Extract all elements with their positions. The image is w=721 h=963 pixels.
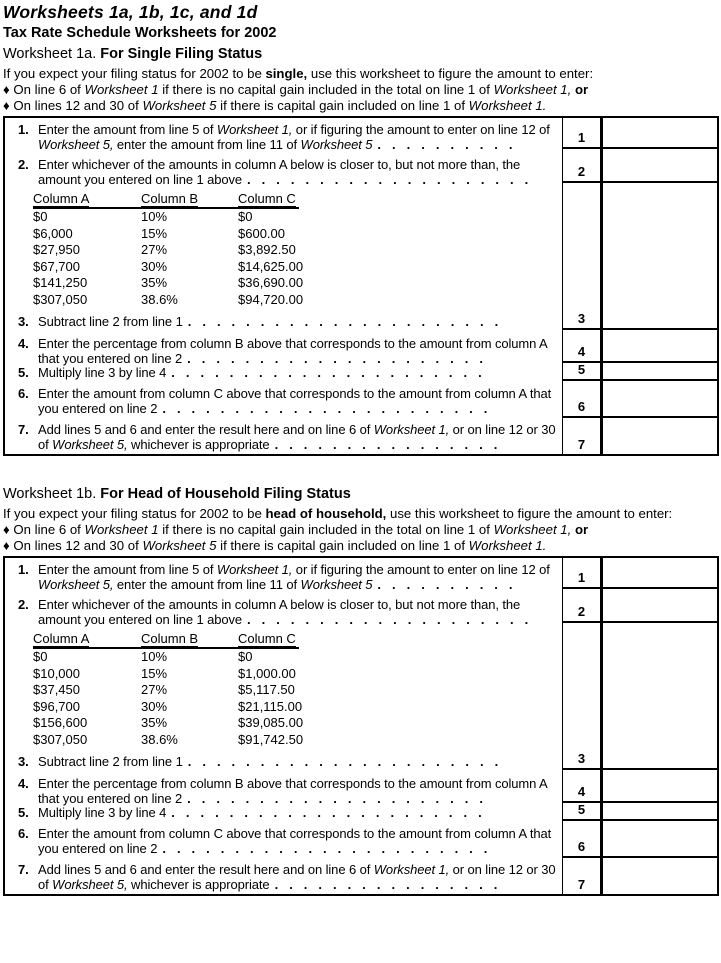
text-segment: Subtract line 2 from line 1 (38, 754, 183, 769)
text-segment: if there is no capital gain included in the total on line 1 of (158, 522, 494, 537)
entry-box (603, 821, 717, 858)
entry-box (603, 363, 717, 381)
text-segment: Enter the amount from column C above that corresponds to the amount from column A that you entered on line 2 (38, 826, 552, 856)
rate-row (33, 715, 304, 732)
text-segment: ♦ On lines 12 and 30 of (3, 538, 143, 553)
dot-leader: ...................... (171, 805, 493, 820)
text-segment: Enter the percentage from column B above that corresponds to the amount from column A that you entered on line 2 (38, 776, 547, 806)
worksheets-container (3, 46, 719, 896)
line-number-box: 3 (562, 183, 603, 330)
instruction-cell (5, 381, 562, 418)
rate-value: $307,050 (33, 291, 88, 307)
instruction-number: 1. (18, 122, 29, 137)
entry-box (603, 623, 717, 770)
text-segment: Multiply line 3 by line 4 (38, 365, 167, 380)
text-segment: Subtract line 2 from line 1 (38, 314, 183, 329)
text-segment: Worksheet 5 (142, 98, 217, 113)
text-segment: Worksheet 5 (300, 137, 373, 152)
instruction-cell (5, 589, 562, 627)
instruction-cell (5, 821, 562, 858)
rate-value: $67,700 (33, 258, 80, 274)
rate-column-header-label: Column A (33, 191, 90, 206)
text-segment: Enter whichever of the amounts in column A below is closer to, but not more than, the amount you entered on line 1 above (38, 597, 521, 627)
rate-column-header-cell (33, 191, 141, 206)
text-segment: enter the amount from line 11 of (113, 137, 301, 152)
page-title: Worksheets 1a, 1b, 1c, and 1d (3, 2, 258, 22)
instruction-line (5, 122, 562, 152)
dot-leader: .................... (247, 612, 540, 627)
bullet-item (3, 82, 719, 98)
rate-row (33, 291, 304, 309)
instruction-number: 7. (18, 862, 29, 877)
instruction-number: 1. (18, 562, 29, 577)
rate-value: 27% (141, 682, 168, 697)
rate-value: 38.6% (141, 731, 178, 747)
text-segment: Worksheet 1, (216, 122, 293, 137)
text-segment: use this worksheet to figure the amount to enter: (307, 66, 594, 81)
dot-leader: ....................... (162, 401, 499, 416)
text-segment: If you expect your filing status for 2002 to be (3, 506, 266, 521)
text-segment: or if figuring the amount to enter on line 12 of (292, 562, 550, 577)
rate-value: 38.6% (141, 291, 178, 307)
instruction-cell (5, 803, 562, 821)
dot-leader: ..................... (187, 791, 494, 806)
text-segment: Add lines 5 and 6 and enter the result here and on line 6 of (38, 862, 374, 877)
worksheet-bullets (3, 82, 719, 114)
text-segment: single, (265, 66, 308, 81)
rate-column-header-label: Column B (141, 631, 199, 646)
text-segment: if there is capital gain included on line 1 of (216, 98, 469, 113)
entry-box (603, 558, 717, 589)
entry-box (603, 770, 717, 803)
instruction-number: 2. (18, 157, 29, 172)
instruction-line (5, 562, 562, 592)
rate-value: $0 (238, 209, 253, 224)
text-segment: Worksheet 1. (468, 98, 547, 113)
entry-box (603, 589, 717, 623)
worksheet-intro (3, 66, 719, 82)
text-segment: ♦ On line 6 of (3, 82, 85, 97)
worksheet-heading-row (3, 486, 719, 503)
entry-box (603, 418, 717, 454)
rate-value: 30% (141, 258, 168, 274)
rate-row (33, 275, 304, 292)
instruction-line (5, 597, 562, 627)
worksheet-table (3, 556, 719, 896)
rate-row (33, 649, 299, 666)
worksheet-section (3, 486, 719, 896)
instruction-number: 2. (18, 597, 29, 612)
text-segment: Enter the amount from line 5 of (38, 562, 217, 577)
instruction-number: 5. (18, 365, 29, 380)
rate-row (33, 731, 304, 749)
rate-row (33, 698, 303, 716)
instruction-number: 3. (18, 754, 29, 769)
rate-value: 27% (141, 242, 168, 257)
entry-box (603, 118, 717, 149)
rate-value: $0 (238, 649, 253, 664)
bullet-item (3, 538, 719, 554)
bullet-item (3, 98, 719, 114)
text-segment: Enter the percentage from column B above that corresponds to the amount from column A that you entered on line 2 (38, 336, 547, 366)
line-number-box: 7 (562, 418, 603, 454)
entry-box (603, 858, 717, 894)
rate-value: $6,000 (33, 225, 73, 241)
rate-value: 35% (141, 275, 168, 290)
rate-value: 30% (141, 698, 168, 714)
worksheet-section (3, 46, 719, 456)
instruction-number: 6. (18, 386, 29, 401)
text-segment: or if figuring the amount to enter on line 12 of (292, 122, 550, 137)
rate-column-header-cell (141, 191, 238, 206)
text-segment: Worksheet 1, (373, 862, 450, 877)
worksheet-table (3, 116, 719, 456)
rate-row (33, 682, 299, 699)
line-number-box: 6 (562, 381, 603, 418)
instruction-line (5, 336, 562, 366)
dot-leader: ...................... (171, 365, 493, 380)
rate-row (33, 258, 304, 276)
rate-column-header-label: Column C (238, 191, 296, 206)
entry-box (603, 381, 717, 418)
text-segment: Worksheet 5, (38, 137, 114, 152)
instruction-line (5, 754, 562, 769)
instruction-number: 5. (18, 805, 29, 820)
text-segment: Worksheet 5, (38, 577, 114, 592)
instruction-number: 4. (18, 336, 29, 351)
rate-value: $14,625.00 (238, 258, 304, 274)
rate-value: $10,000 (33, 665, 80, 681)
text-segment: Worksheet 1, (373, 422, 450, 437)
line-number-box: 7 (562, 858, 603, 894)
rate-row (33, 209, 299, 226)
text-segment: Enter the amount from column C above that corresponds to the amount from column A that you entered on line 2 (38, 386, 552, 416)
rate-value: $94,720.00 (238, 291, 304, 307)
dot-leader: ....................... (162, 841, 499, 856)
text-segment: enter the amount from line 11 of (113, 577, 301, 592)
worksheet-label: Worksheet 1a. (3, 46, 97, 62)
line-number-box: 6 (562, 821, 603, 858)
rate-row (33, 226, 299, 243)
instruction-cell (5, 330, 562, 366)
text-segment: head of household, (265, 506, 387, 521)
instruction-line (5, 157, 562, 187)
text-segment: If you expect your filing status for 2002 to be (3, 66, 266, 81)
entry-box (603, 330, 717, 363)
rate-value: $39,085.00 (238, 715, 304, 730)
text-segment: Worksheet 5, (52, 437, 128, 452)
rate-value: $37,450 (33, 682, 80, 697)
rate-column-header-cell (141, 631, 238, 646)
instruction-cell (5, 770, 562, 806)
text-segment: Enter the amount from line 5 of (38, 122, 217, 137)
dot-leader: .......... (377, 137, 524, 152)
rate-value: $141,250 (33, 275, 88, 290)
text-segment: Worksheet 1, (216, 562, 293, 577)
line-number-box: 1 (562, 558, 603, 589)
text-segment: whichever is appropriate (127, 877, 270, 892)
entry-box (603, 183, 717, 330)
text-segment: Enter whichever of the amounts in column A below is closer to, but not more than, the amount you entered on line 1 above (38, 157, 521, 187)
rate-value: $307,050 (33, 731, 88, 747)
rate-column-header-label: Column A (33, 631, 90, 646)
instruction-line (5, 386, 562, 416)
rate-value: $96,700 (33, 698, 80, 714)
instruction-cell (5, 363, 562, 381)
rate-value: $0 (33, 209, 48, 224)
rate-value: $1,000.00 (238, 665, 296, 681)
text-segment: whichever is appropriate (127, 437, 270, 452)
dot-leader: ..................... (187, 351, 494, 366)
rate-value: 10% (141, 649, 168, 664)
rate-value: $156,600 (33, 715, 88, 730)
instruction-line (5, 776, 562, 806)
instruction-line (5, 422, 562, 452)
instruction-line (5, 805, 562, 820)
rate-value: $3,892.50 (238, 242, 296, 257)
rate-row (33, 242, 299, 259)
rate-columns-table (33, 631, 304, 748)
entry-box (603, 803, 717, 821)
instruction-cell (5, 183, 562, 330)
rate-column-header-cell (238, 631, 299, 646)
dot-leader: ................ (274, 877, 509, 892)
rate-columns-table (33, 191, 304, 308)
instruction-line (5, 314, 562, 329)
text-segment: Worksheet 5 (142, 538, 217, 553)
dot-leader: ...................... (187, 314, 510, 329)
text-segment: Worksheet 5 (300, 577, 373, 592)
page-subtitle: Tax Rate Schedule Worksheets for 2002 (3, 25, 277, 41)
text-segment: Worksheet 1, (493, 82, 572, 97)
rate-column-header-cell (33, 631, 141, 646)
rate-value: $5,117.50 (238, 682, 295, 697)
instruction-line (5, 862, 562, 892)
dot-leader: .......... (377, 577, 524, 592)
worksheet-heading-row (3, 46, 719, 63)
rate-column-header-label: Column C (238, 631, 296, 646)
instruction-line (5, 365, 562, 380)
text-segment: if there is no capital gain included in the total on line 1 of (158, 82, 494, 97)
instruction-number: 6. (18, 826, 29, 841)
rate-row (33, 666, 299, 683)
text-segment: Worksheet 1. (468, 538, 547, 553)
instruction-cell (5, 623, 562, 770)
line-number-box: 4 (562, 330, 603, 363)
rate-value: $21,115.00 (238, 698, 303, 714)
line-number-box: 4 (562, 770, 603, 803)
instruction-number: 4. (18, 776, 29, 791)
rate-value: $600.00 (238, 225, 285, 241)
worksheet-intro (3, 506, 719, 522)
worksheet-bullets (3, 522, 719, 554)
line-number-box: 2 (562, 149, 603, 183)
line-number-box: 2 (562, 589, 603, 623)
worksheet-label: Worksheet 1b. (3, 486, 97, 502)
instruction-cell (5, 118, 562, 152)
instruction-number: 3. (18, 314, 29, 329)
text-segment: or on line 12 or 30 of (38, 422, 556, 452)
rate-columns-header (33, 191, 299, 209)
bullet-item (3, 522, 719, 538)
text-segment: Worksheet 1 (84, 82, 159, 97)
instruction-cell (5, 418, 562, 454)
entry-box (603, 149, 717, 183)
instruction-cell (5, 558, 562, 592)
instruction-number: 7. (18, 422, 29, 437)
rate-column-header-label: Column B (141, 191, 199, 206)
rate-value: 10% (141, 209, 168, 224)
rate-column-header-cell (238, 191, 299, 206)
text-segment: Worksheet 1, (493, 522, 572, 537)
instruction-cell (5, 149, 562, 187)
rate-value: $27,950 (33, 242, 80, 257)
rate-value: $91,742.50 (238, 731, 304, 747)
text-segment: or on line 12 or 30 of (38, 862, 556, 892)
text-segment: Multiply line 3 by line 4 (38, 805, 167, 820)
instruction-line (5, 826, 562, 856)
text-segment: if there is capital gain included on line 1 of (216, 538, 469, 553)
line-number-box: 5 (562, 803, 603, 821)
rate-value: $0 (33, 649, 48, 664)
rate-value: 35% (141, 715, 168, 730)
text-segment: ♦ On line 6 of (3, 522, 85, 537)
line-number-box: 5 (562, 363, 603, 381)
line-number-box: 1 (562, 118, 603, 149)
dot-leader: .................... (247, 172, 540, 187)
rate-value: $36,690.00 (238, 275, 304, 290)
dot-leader: ...................... (187, 754, 510, 769)
text-segment: Worksheet 1 (84, 522, 159, 537)
text-segment: use this worksheet to figure the amount to enter: (386, 506, 673, 521)
text-segment: Add lines 5 and 6 and enter the result here and on line 6 of (38, 422, 374, 437)
rate-value: 15% (141, 665, 168, 681)
rate-value: 15% (141, 225, 168, 241)
rate-columns-header (33, 631, 299, 649)
instruction-cell (5, 858, 562, 894)
line-number-box: 3 (562, 623, 603, 770)
worksheet-title: For Head of Household Filing Status (100, 486, 351, 502)
text-segment: Worksheet 5, (52, 877, 128, 892)
text-segment: ♦ On lines 12 and 30 of (3, 98, 143, 113)
dot-leader: ................ (274, 437, 509, 452)
worksheet-title: For Single Filing Status (100, 46, 263, 62)
text-segment: or (574, 82, 589, 97)
text-segment: or (574, 522, 589, 537)
